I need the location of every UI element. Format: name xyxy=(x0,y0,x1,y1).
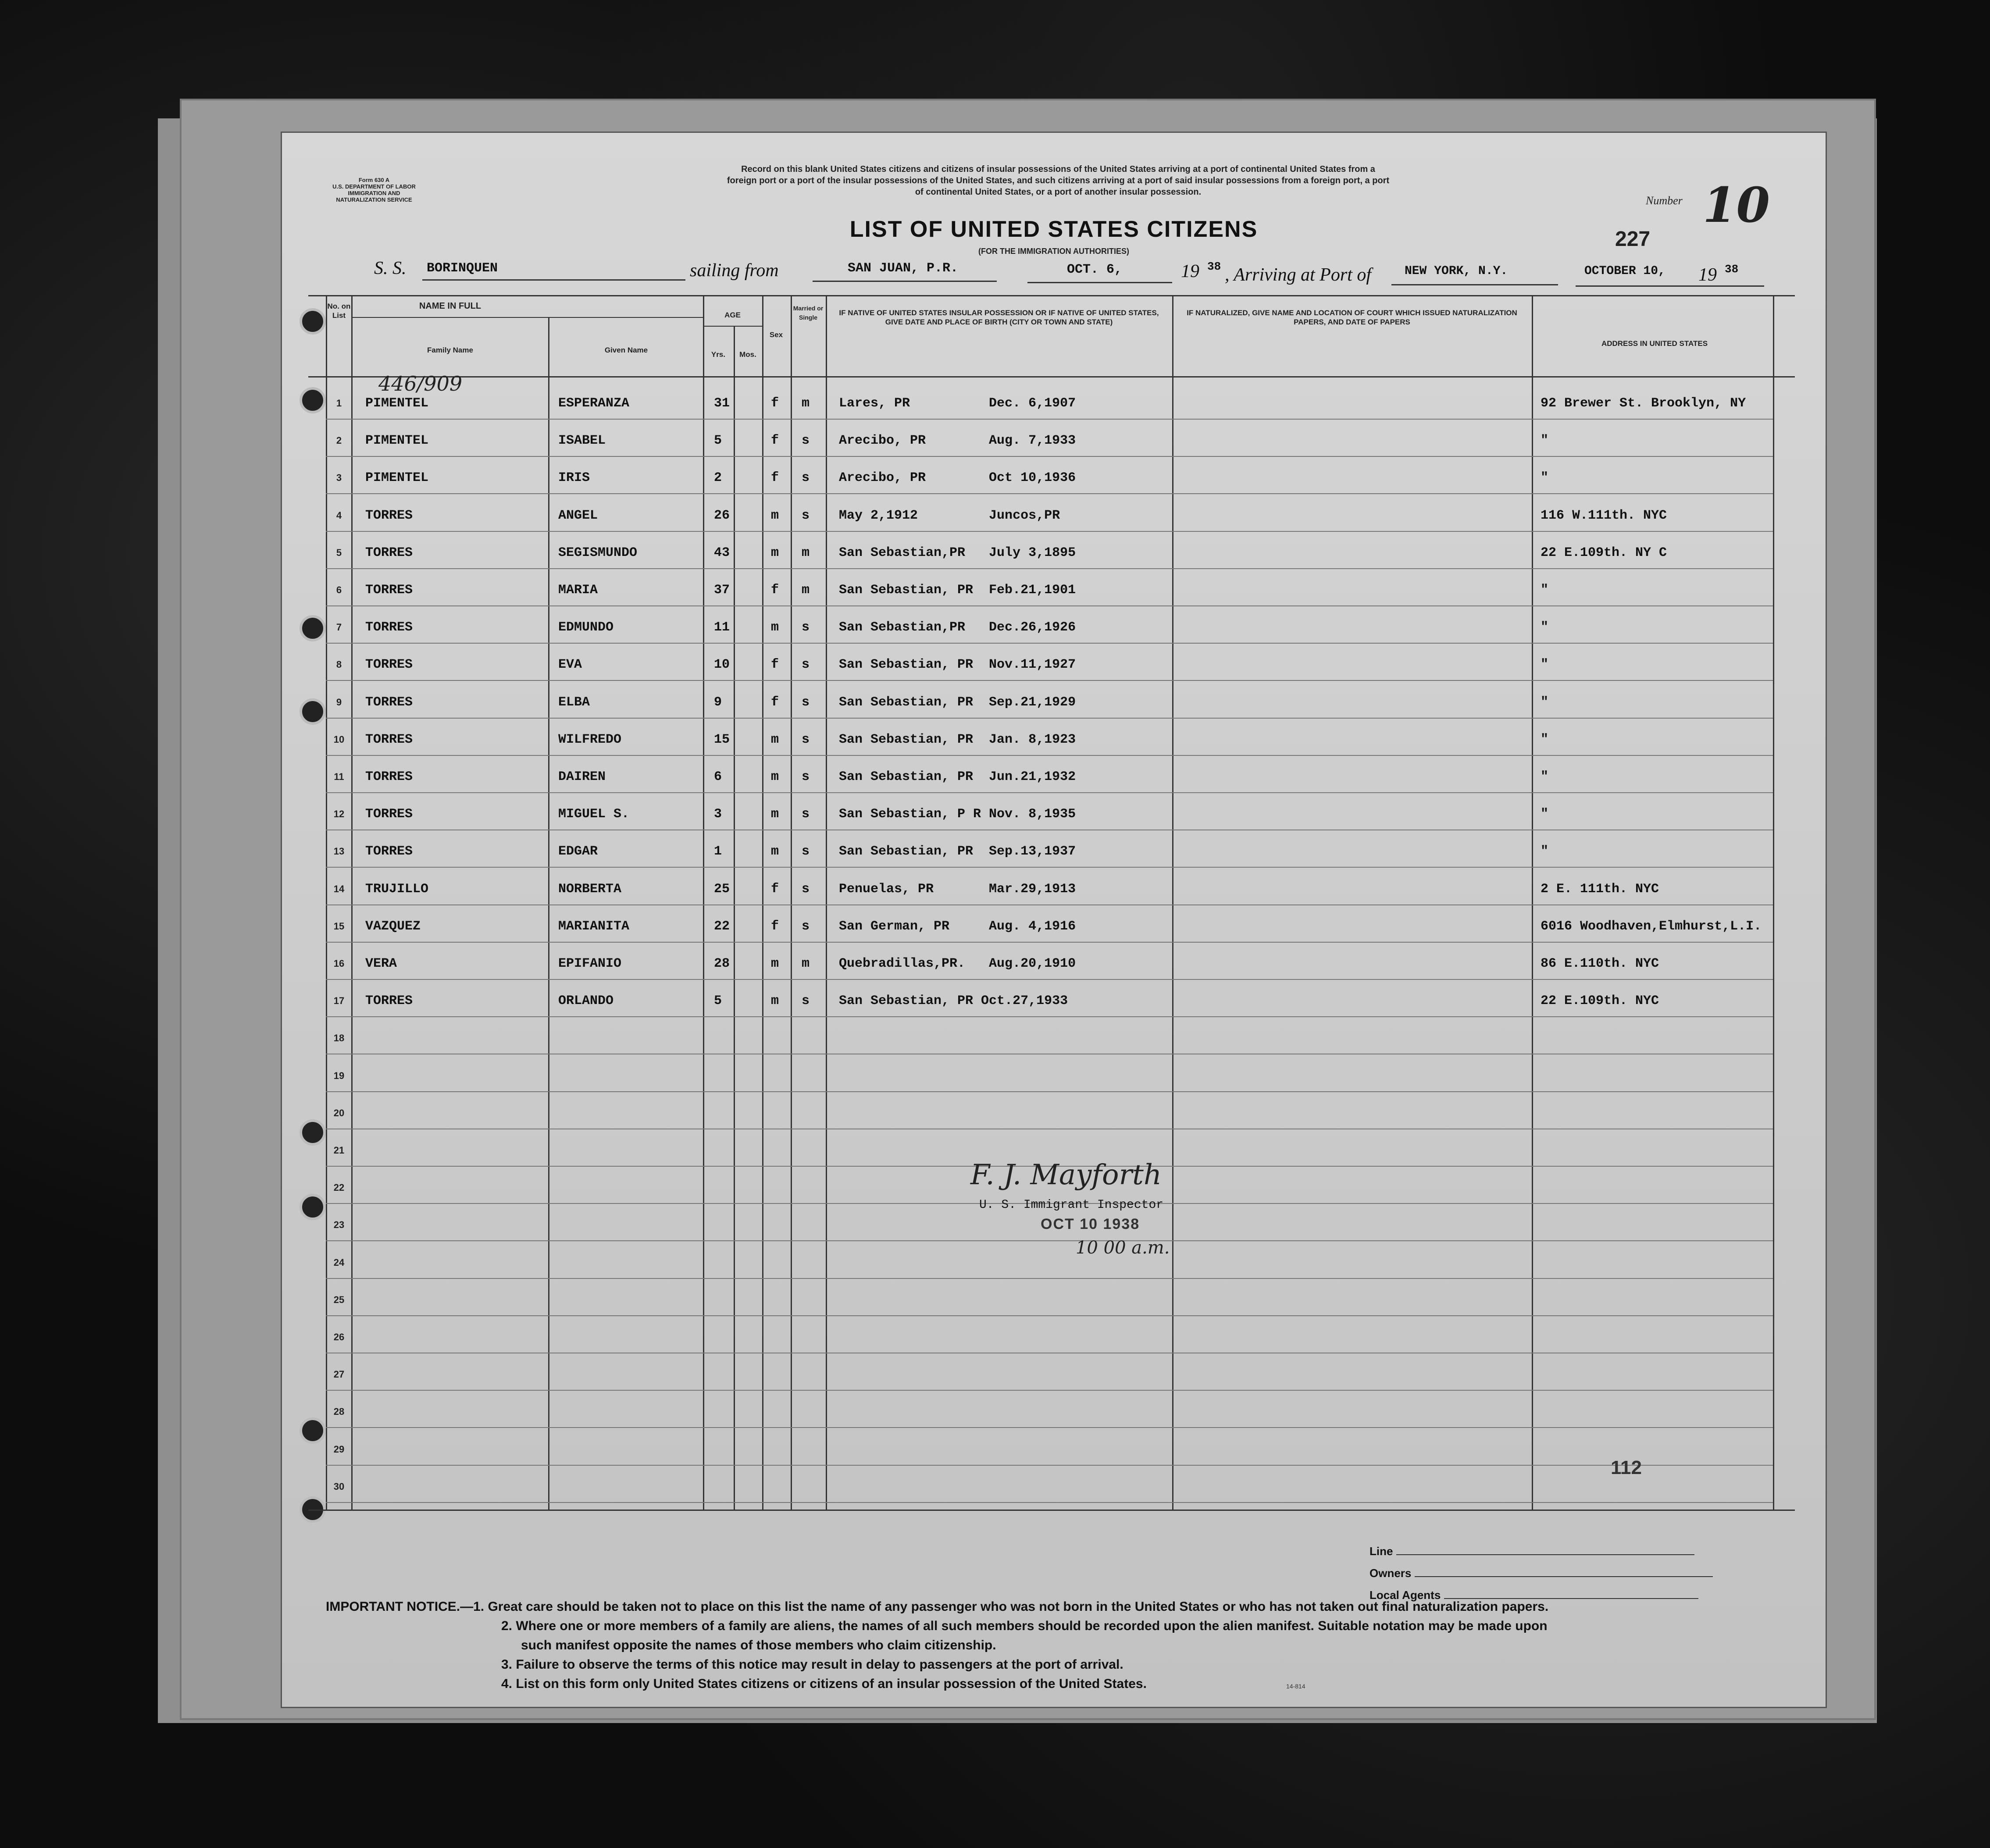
age-years: 6 xyxy=(714,769,722,784)
row-number: 11 xyxy=(334,771,344,782)
given-name: MIGUEL S. xyxy=(558,807,630,822)
row-number: 3 xyxy=(336,472,342,483)
given-name: SEGISMUNDO xyxy=(558,545,638,560)
given-name: IRIS xyxy=(558,470,590,485)
us-address: 92 Brewer St. Brooklyn, NY xyxy=(1541,396,1746,411)
inspector-title: U. S. Immigrant Inspector xyxy=(979,1198,1164,1212)
age-years: 9 xyxy=(714,695,722,710)
family-name: TORRES xyxy=(365,732,413,747)
sex: m xyxy=(771,769,779,784)
form-id-block xyxy=(313,177,435,203)
header-given-name: Given Name xyxy=(604,346,648,354)
preamble-line-2: foreign port or a port of the insular possessions of the United States, and such citizens arriving at a port of said insular possessions from a foreign port, a port xyxy=(727,176,1390,185)
marital-status: s xyxy=(802,844,810,859)
birth-place-date: San Sebastian, PR Sep.21,1929 xyxy=(839,695,1076,710)
row-rule xyxy=(326,643,1773,644)
birth-place-date: San Sebastian, PR Feb.21,1901 xyxy=(839,583,1076,598)
row-rule xyxy=(326,456,1773,457)
row-number: 4 xyxy=(336,510,342,521)
age-years: 5 xyxy=(714,993,722,1008)
notice-item-2a: 2. Where one or more members of a family are aliens, the names of all such members should be recorded upon the alien manifest. Suitable notation may be made upon xyxy=(501,1619,1548,1633)
arrival-year: 38 xyxy=(1725,263,1739,276)
sex: m xyxy=(771,993,779,1008)
us-address: " xyxy=(1541,657,1549,672)
age-years: 11 xyxy=(714,620,730,635)
departure-port: SAN JUAN, P.R. xyxy=(848,261,959,276)
header-name-in-full: NAME IN FULL xyxy=(419,301,481,311)
sex: f xyxy=(771,695,779,710)
given-name: EVA xyxy=(558,657,582,672)
sex: f xyxy=(771,882,779,897)
row-rule xyxy=(326,419,1773,420)
row-rule xyxy=(326,1427,1773,1428)
number-label: Number xyxy=(1646,194,1683,207)
arrival-port: NEW YORK, N.Y. xyxy=(1405,264,1508,278)
row-rule xyxy=(326,792,1773,793)
age-years: 43 xyxy=(714,545,730,560)
row-number: 13 xyxy=(333,846,345,857)
row-number: 19 xyxy=(333,1070,345,1081)
us-address: 22 E.109th. NYC xyxy=(1541,993,1659,1008)
family-name: PIMENTEL xyxy=(365,433,429,448)
handwritten-number: 10 xyxy=(1703,177,1770,233)
sex: m xyxy=(771,620,779,635)
row-rule xyxy=(326,755,1773,756)
given-name: ISABEL xyxy=(558,433,606,448)
row-rule xyxy=(326,493,1773,494)
us-address: " xyxy=(1541,695,1549,710)
us-address: " xyxy=(1541,583,1549,598)
marital-status: s xyxy=(802,769,810,784)
row-rule xyxy=(326,680,1773,681)
sail-year-prefix: 19 xyxy=(1181,261,1199,281)
given-name: ELBA xyxy=(558,695,590,710)
family-name: TORRES xyxy=(365,620,413,635)
row-rule xyxy=(326,1502,1773,1503)
age-years: 10 xyxy=(714,657,730,672)
birth-place-date: Arecibo, PR Aug. 7,1933 xyxy=(839,433,1076,448)
us-address: 22 E.109th. NY C xyxy=(1541,545,1667,560)
marital-status: m xyxy=(802,956,810,971)
row-rule xyxy=(326,1091,1773,1092)
sex: m xyxy=(771,508,779,523)
given-name: DAIREN xyxy=(558,769,606,784)
row-rule xyxy=(326,1315,1773,1316)
header-naturalized: IF NATURALIZED, GIVE NAME AND LOCATION OF COURT WHICH ISSUED NATURALIZATION PAPERS, AND DATE OF PAPERS xyxy=(1187,309,1517,326)
family-name: TORRES xyxy=(365,508,413,523)
us-address: " xyxy=(1541,807,1549,822)
local-agents-label: Local Agents xyxy=(1369,1588,1441,1602)
punch-hole xyxy=(300,1119,326,1146)
marital-status: s xyxy=(802,695,810,710)
marital-status: s xyxy=(802,433,810,448)
row-number: 7 xyxy=(336,622,342,633)
birth-place-date: San Sebastian, PR Jun.21,1932 xyxy=(839,769,1076,784)
family-name: VERA xyxy=(365,956,397,971)
sex: f xyxy=(771,919,779,934)
row-rule xyxy=(326,867,1773,868)
sex: m xyxy=(771,844,779,859)
agents-block xyxy=(1369,1540,1713,1606)
row-number: 16 xyxy=(333,958,345,969)
form-subtitle: (FOR THE IMMIGRATION AUTHORITIES) xyxy=(978,247,1129,256)
sex: f xyxy=(771,470,779,485)
row-number: 2 xyxy=(336,435,342,446)
family-name: TRUJILLO xyxy=(365,882,429,897)
row-number: 12 xyxy=(333,808,345,819)
row-number: 10 xyxy=(333,734,345,745)
form-number: Form 630 A xyxy=(358,177,390,183)
punch-hole xyxy=(300,387,326,413)
owners-field xyxy=(1415,1576,1713,1577)
age-years: 25 xyxy=(714,882,730,897)
age-years: 1 xyxy=(714,844,722,859)
row-number: 24 xyxy=(333,1257,345,1268)
family-name: TORRES xyxy=(365,583,413,598)
header-married-single: Married or Single xyxy=(793,305,824,321)
sex: f xyxy=(771,583,779,598)
header-no: No. on List xyxy=(327,302,351,320)
arrival-date: OCTOBER 10, xyxy=(1584,264,1665,278)
birth-place-date: Arecibo, PR Oct 10,1936 xyxy=(839,470,1076,485)
us-address: " xyxy=(1541,769,1549,784)
header-sex: Sex xyxy=(769,331,783,339)
form-code: 14-814 xyxy=(1286,1683,1305,1690)
page-footer-number: 112 xyxy=(1611,1457,1642,1478)
age-years: 15 xyxy=(714,732,730,747)
given-name: EDGAR xyxy=(558,844,598,859)
birth-place-date: San Sebastian, P R Nov. 8,1935 xyxy=(839,807,1076,822)
header-address: ADDRESS IN UNITED STATES xyxy=(1601,339,1708,348)
given-name: MARIANITA xyxy=(558,919,630,934)
manifest-page xyxy=(281,132,1827,1708)
us-address: " xyxy=(1541,433,1549,448)
family-name: TORRES xyxy=(365,695,413,710)
row-number: 1 xyxy=(336,398,342,409)
given-name: ESPERANZA xyxy=(558,396,630,411)
family-name: TORRES xyxy=(365,844,413,859)
departure-date: OCT. 6, xyxy=(1067,262,1123,277)
notice-item-1: —1. Great care should be taken not to place on this list the name of any passenger who was not born in the United States or who has not taken out final naturalization papers. xyxy=(460,1599,1549,1614)
row-number: 25 xyxy=(333,1294,345,1305)
age-years: 26 xyxy=(714,508,730,523)
row-rule xyxy=(326,904,1773,905)
row-number: 17 xyxy=(333,995,345,1006)
row-number: 23 xyxy=(333,1219,345,1230)
punch-hole xyxy=(300,1417,326,1444)
row-number: 6 xyxy=(336,584,342,595)
row-number: 20 xyxy=(333,1107,345,1118)
marital-status: s xyxy=(802,470,810,485)
marital-status: s xyxy=(802,508,810,523)
punch-hole xyxy=(300,308,326,335)
inspection-time: 10 00 a.m. xyxy=(1076,1238,1170,1258)
us-address: " xyxy=(1541,844,1549,859)
birth-place-date: San Sebastian,PR Dec.26,1926 xyxy=(839,620,1076,635)
ship-name: BORINQUEN xyxy=(427,261,498,276)
age-years: 22 xyxy=(714,919,730,934)
inspector-signature: F. J. Mayforth xyxy=(970,1159,1162,1191)
header-age: AGE xyxy=(724,311,741,319)
row-rule xyxy=(326,568,1773,569)
birth-place-date: San Sebastian, PR Nov.11,1927 xyxy=(839,657,1076,672)
given-name: MARIA xyxy=(558,583,598,598)
row-number: 29 xyxy=(333,1444,345,1455)
service-name-2: NATURALIZATION SERVICE xyxy=(336,196,412,203)
family-name: TORRES xyxy=(365,807,413,822)
marital-status: s xyxy=(802,620,810,635)
notice-item-3: 3. Failure to observe the terms of this notice may result in delay to passengers at the port of arrival. xyxy=(501,1657,1123,1672)
sex: m xyxy=(771,956,779,971)
birth-place-date: Lares, PR Dec. 6,1907 xyxy=(839,396,1076,411)
line-label: Line xyxy=(1369,1545,1393,1558)
birth-place-date: Quebradillas,PR. Aug.20,1910 xyxy=(839,956,1076,971)
service-name-1: IMMIGRATION AND xyxy=(348,190,400,196)
department-name: U.S. DEPARTMENT OF LABOR xyxy=(332,183,416,190)
row-rule xyxy=(326,942,1773,943)
row-number: 8 xyxy=(336,659,342,670)
preamble xyxy=(563,164,1554,198)
birth-place-date: Penuelas, PR Mar.29,1913 xyxy=(839,882,1076,897)
row-rule xyxy=(326,718,1773,719)
arrival-year-prefix: 19 xyxy=(1698,265,1717,285)
age-years: 37 xyxy=(714,583,730,598)
notice-item-4: 4. List on this form only United States citizens or citizens of an insular possession of the United States. xyxy=(501,1677,1147,1691)
preamble-line-3: of continental United States, or a port of another insular possession. xyxy=(915,187,1202,197)
age-years: 3 xyxy=(714,807,722,822)
marital-status: m xyxy=(802,583,810,598)
arriving-label: , Arriving at Port of xyxy=(1225,265,1372,285)
row-rule xyxy=(326,1016,1773,1017)
given-name: ORLANDO xyxy=(558,993,614,1008)
birth-place-date: San Sebastian, PR Jan. 8,1923 xyxy=(839,732,1076,747)
line-field xyxy=(1396,1554,1694,1555)
family-name: TORRES xyxy=(365,769,413,784)
inspection-date-stamp: OCT 10 1938 xyxy=(1041,1216,1140,1232)
header-yrs: Yrs. xyxy=(711,350,726,359)
family-name: TORRES xyxy=(365,993,413,1008)
marital-status: m xyxy=(802,545,810,560)
sex: m xyxy=(771,732,779,747)
notice-heading: IMPORTANT NOTICE. xyxy=(326,1599,460,1614)
age-years: 31 xyxy=(714,396,730,411)
row-rule xyxy=(326,1390,1773,1391)
row-number: 14 xyxy=(333,883,345,894)
us-address: 86 E.110th. NYC xyxy=(1541,956,1659,971)
us-address: 116 W.111th. NYC xyxy=(1541,508,1667,523)
birth-place-date: San Sebastian, PR Oct.27,1933 xyxy=(839,993,1068,1008)
ss-label: S. S. xyxy=(374,258,407,278)
row-number: 18 xyxy=(333,1033,345,1043)
marital-status: m xyxy=(802,396,810,411)
family-name: VAZQUEZ xyxy=(365,919,421,934)
given-name: EPIFANIO xyxy=(558,956,622,971)
sail-year: 38 xyxy=(1207,260,1221,273)
us-address: " xyxy=(1541,620,1549,635)
marital-status: s xyxy=(802,807,810,822)
notice-item-2b: such manifest opposite the names of those members who claim citizenship. xyxy=(521,1638,996,1652)
row-number: 26 xyxy=(333,1332,345,1342)
us-address: 2 E. 111th. NYC xyxy=(1541,882,1659,897)
us-address: 6016 Woodhaven,Elmhurst,L.I. xyxy=(1541,919,1762,934)
punch-hole xyxy=(300,698,326,725)
form-title: LIST OF UNITED STATES CITIZENS xyxy=(849,217,1258,242)
marital-status: s xyxy=(802,993,810,1008)
sex: m xyxy=(771,807,779,822)
sex: f xyxy=(771,657,779,672)
header-family-name: Family Name xyxy=(427,346,473,354)
birth-place-date: San German, PR Aug. 4,1916 xyxy=(839,919,1076,934)
row-rule xyxy=(326,1278,1773,1279)
given-name: EDMUNDO xyxy=(558,620,614,635)
punch-hole xyxy=(300,615,326,641)
row-number: 28 xyxy=(333,1406,345,1417)
birth-place-date: San Sebastian,PR July 3,1895 xyxy=(839,545,1076,560)
row-rule xyxy=(326,979,1773,980)
given-name: NORBERTA xyxy=(558,882,622,897)
family-name: TORRES xyxy=(365,657,413,672)
preamble-line-1: Record on this blank United States citizens and citizens of insular possessions of the United States arriving at a port of continental United States from a xyxy=(741,164,1375,174)
header-mos: Mos. xyxy=(739,350,756,359)
sex: m xyxy=(771,545,779,560)
owners-label: Owners xyxy=(1369,1567,1412,1580)
sailing-from-label: sailing from xyxy=(690,260,779,281)
row-number: 15 xyxy=(333,921,345,932)
marital-status: s xyxy=(802,657,810,672)
sheet-number: 227 xyxy=(1615,228,1651,251)
age-years: 5 xyxy=(714,433,722,448)
punch-hole xyxy=(300,1194,326,1220)
handwritten-reference: 446/909 xyxy=(378,372,463,395)
row-rule xyxy=(326,1240,1773,1241)
family-name: TORRES xyxy=(365,545,413,560)
given-name: WILFREDO xyxy=(558,732,622,747)
birth-place-date: May 2,1912 Juncos,PR xyxy=(839,508,1060,523)
marital-status: s xyxy=(802,882,810,897)
birth-place-date: San Sebastian, PR Sep.13,1937 xyxy=(839,844,1076,859)
important-notice xyxy=(326,1597,1786,1694)
row-number: 30 xyxy=(333,1481,345,1492)
row-number: 9 xyxy=(336,697,342,708)
row-number: 5 xyxy=(336,547,342,558)
marital-status: s xyxy=(802,919,810,934)
us-address: " xyxy=(1541,732,1549,747)
row-rule xyxy=(326,1465,1773,1466)
row-number: 22 xyxy=(333,1182,345,1193)
row-number: 21 xyxy=(333,1145,345,1156)
row-rule xyxy=(326,605,1773,606)
sex: f xyxy=(771,396,779,411)
family-name: PIMENTEL xyxy=(365,396,429,411)
row-rule xyxy=(326,531,1773,532)
marital-status: s xyxy=(802,732,810,747)
sex: f xyxy=(771,433,779,448)
given-name: ANGEL xyxy=(558,508,598,523)
header-birth: IF NATIVE OF UNITED STATES INSULAR POSSESSION OR IF NATIVE OF UNITED STATES, GIVE DATE AND PLACE OF BIRTH (CITY OR TOWN AND STATE) xyxy=(839,309,1159,326)
us-address: " xyxy=(1541,470,1549,485)
family-name: PIMENTEL xyxy=(365,470,429,485)
age-years: 28 xyxy=(714,956,730,971)
age-years: 2 xyxy=(714,470,722,485)
row-number: 27 xyxy=(333,1369,345,1380)
